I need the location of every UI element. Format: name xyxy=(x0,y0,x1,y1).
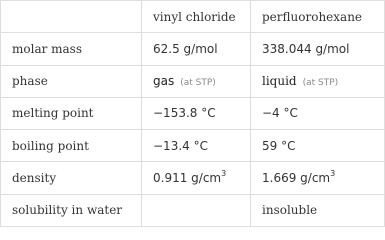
cell-vinyl-chloride-melting-point: −153.8 °C xyxy=(142,97,251,129)
cell-perfluorohexane-melting-point: −4 °C xyxy=(251,97,385,129)
cell-perfluorohexane-boiling-point: 59 °C xyxy=(251,130,385,162)
table-row xyxy=(1,130,385,162)
row-label-melting-point: melting point xyxy=(1,97,142,129)
phase-note: (at STP) xyxy=(180,78,216,89)
header-perfluorohexane: perfluorohexane xyxy=(251,1,385,33)
row-label-phase: phase xyxy=(1,65,142,97)
density-value: 1.669 g/cm xyxy=(262,171,331,186)
table-row xyxy=(1,33,385,65)
header-empty-cell xyxy=(1,1,142,33)
cell-perfluorohexane-density xyxy=(251,162,385,194)
cell-vinyl-chloride-phase xyxy=(142,65,251,97)
phase-value: gas xyxy=(153,74,175,89)
row-label-solubility-in-water: solubility in water xyxy=(1,194,142,226)
cell-vinyl-chloride-boiling-point: −13.4 °C xyxy=(142,130,251,162)
cell-vinyl-chloride-molar-mass: 62.5 g/mol xyxy=(142,33,251,65)
phase-note: (at STP) xyxy=(302,78,339,89)
density-exponent: 3 xyxy=(221,169,227,179)
row-label-density: density xyxy=(1,162,142,194)
density-value: 0.911 g/cm xyxy=(153,171,222,186)
table-row xyxy=(1,65,385,97)
cell-perfluorohexane-molar-mass: 338.044 g/mol xyxy=(251,33,385,65)
row-label-boiling-point: boiling point xyxy=(1,130,142,162)
row-label-molar-mass: molar mass xyxy=(1,33,142,65)
table-row xyxy=(1,97,385,129)
table-row xyxy=(1,194,385,226)
cell-perfluorohexane-solubility: insoluble xyxy=(251,194,385,226)
density-exponent: 3 xyxy=(330,169,336,179)
cell-vinyl-chloride-density xyxy=(142,162,251,194)
cell-vinyl-chloride-solubility xyxy=(142,194,251,226)
phase-value: liquid xyxy=(262,74,297,89)
header-row xyxy=(1,1,385,33)
cell-perfluorohexane-phase xyxy=(251,65,385,97)
header-vinyl-chloride: vinyl chloride xyxy=(142,1,251,33)
table-row xyxy=(1,162,385,194)
